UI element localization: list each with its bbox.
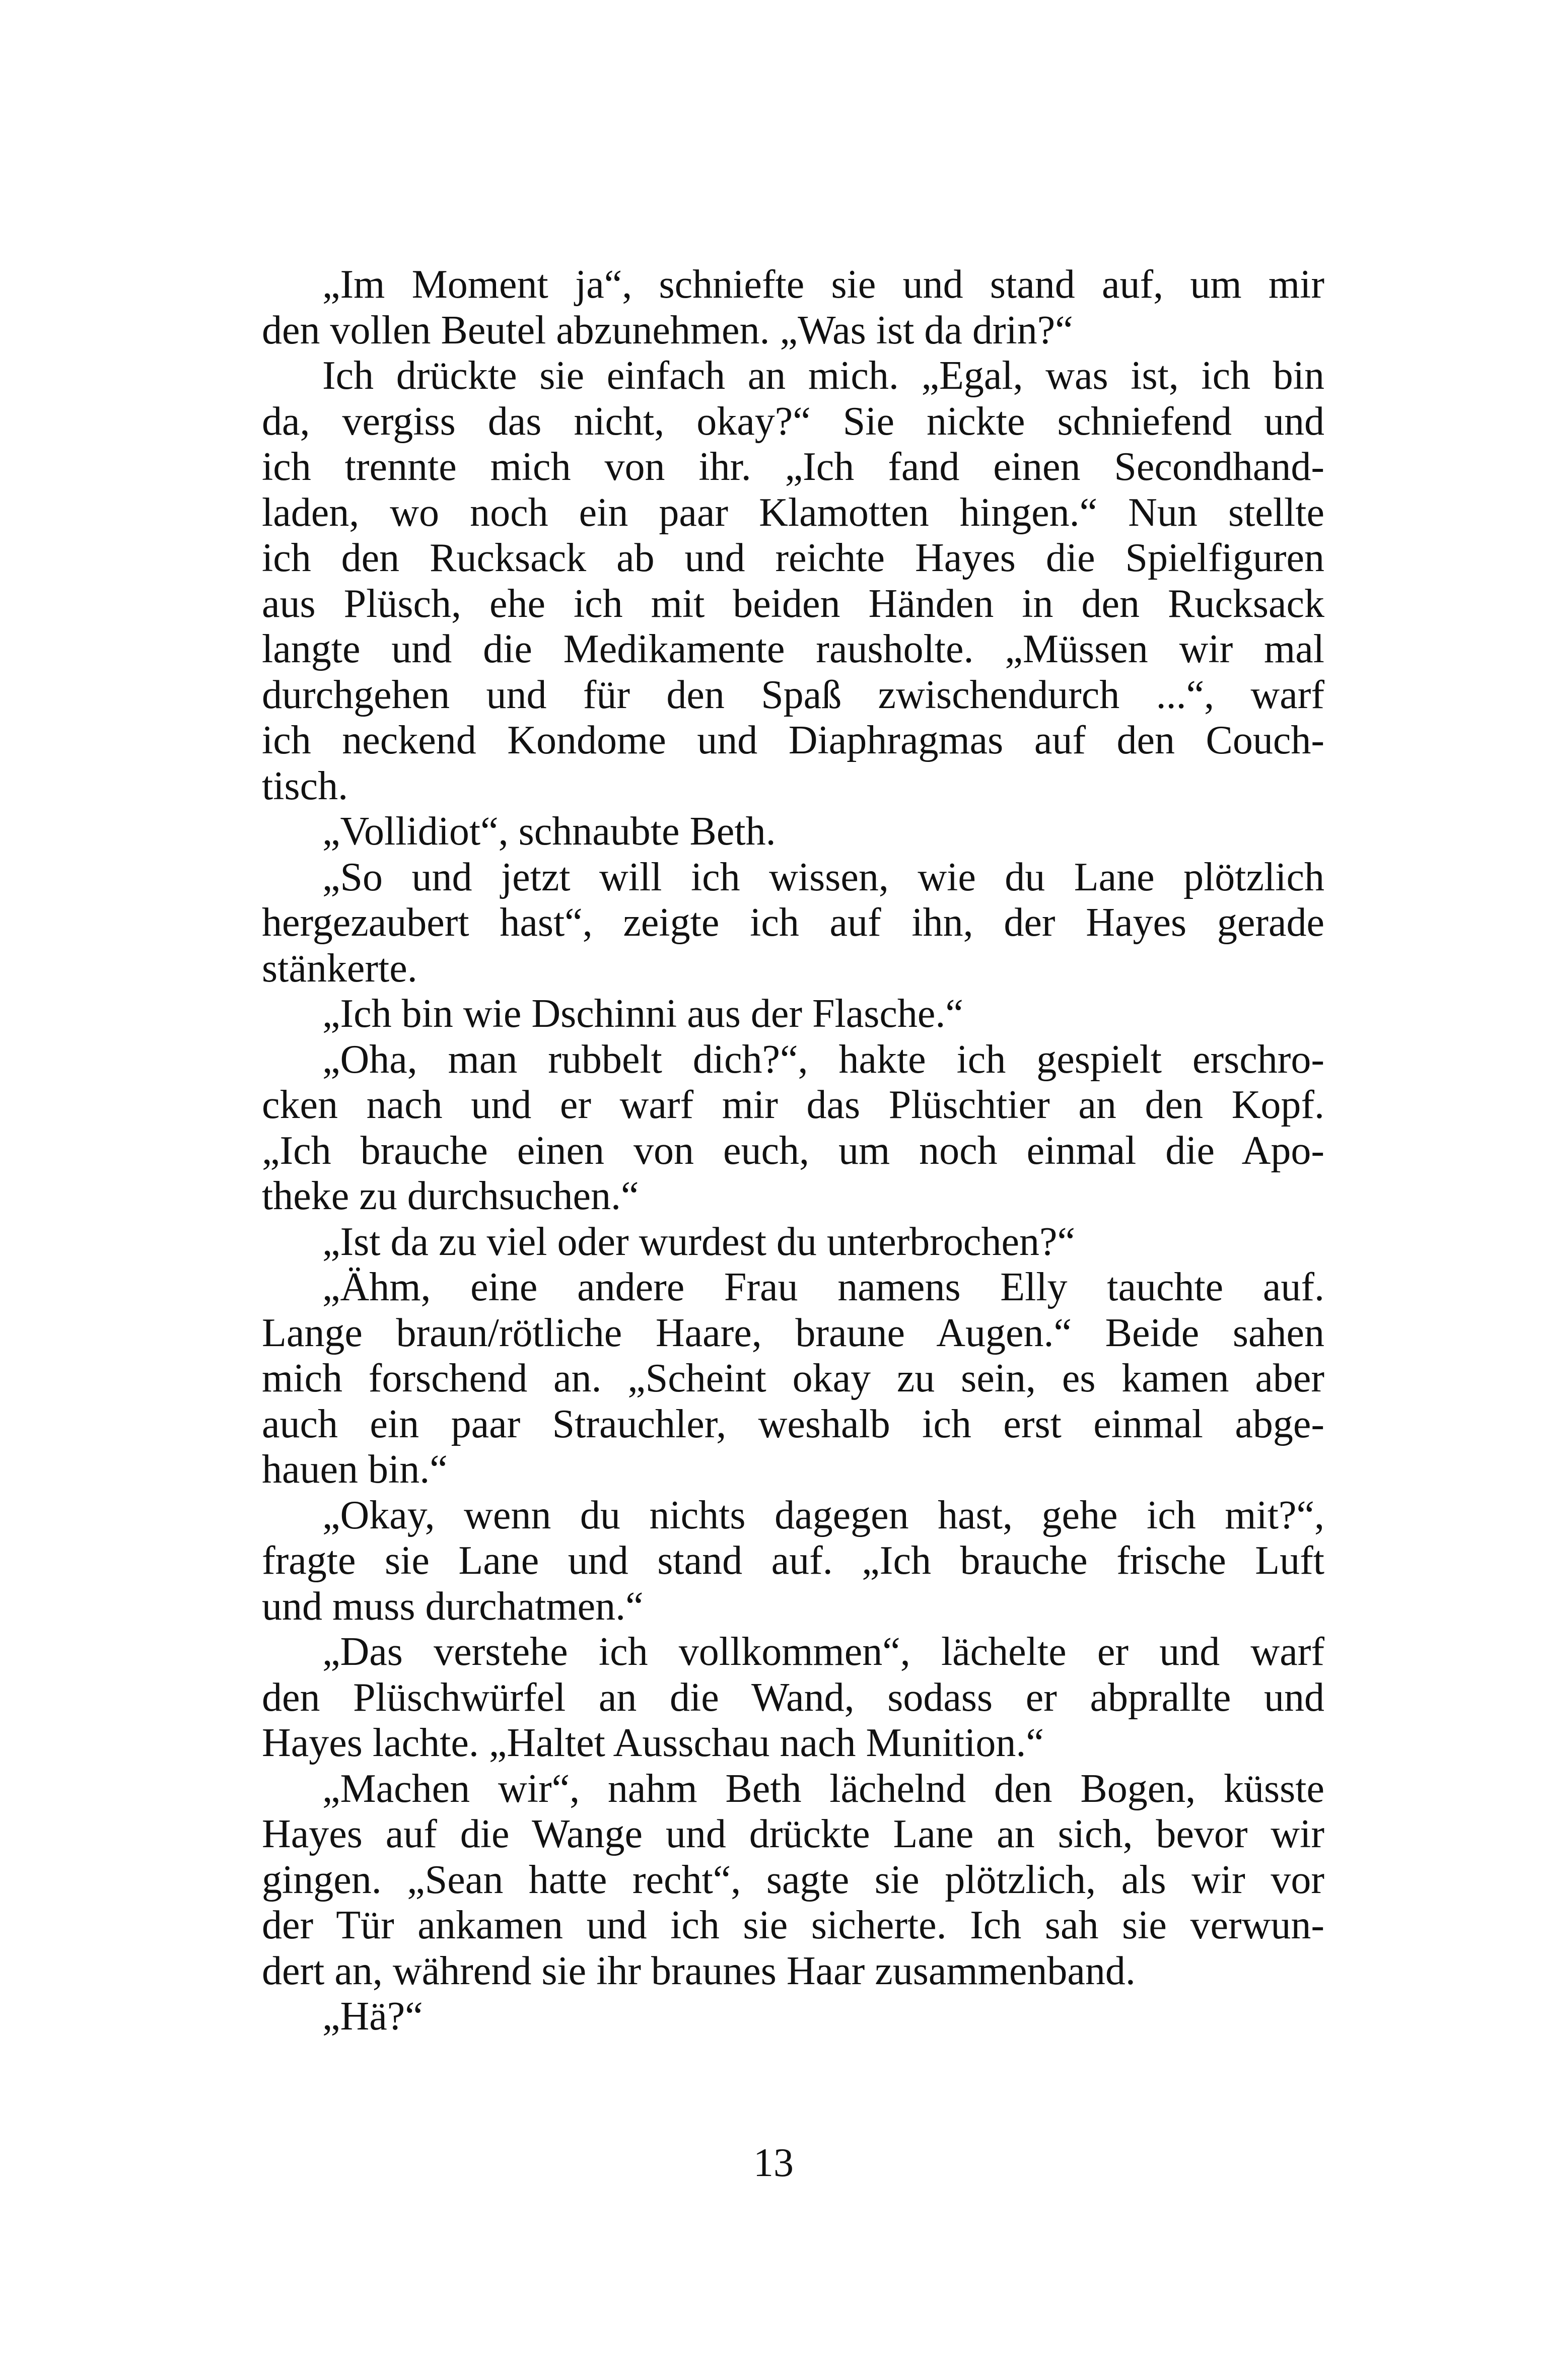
- text-line: fragte sie Lane und stand auf. „Ich brauche frische Luft: [262, 1538, 1324, 1583]
- text-line: „Oha, man rubbelt dich?“, hakte ich gespielt erschro-: [322, 1037, 1324, 1082]
- text-line: Ich drückte sie einfach an mich. „Egal, was ist, ich bin: [322, 354, 1324, 398]
- text-line: und muss durchatmen.“: [262, 1584, 644, 1629]
- page-number: 13: [753, 2141, 794, 2185]
- text-line: „Ich brauche einen von euch, um noch einmal die Apo-: [262, 1128, 1324, 1173]
- text-line: hauen bin.“: [262, 1447, 448, 1492]
- text-line: da, vergiss das nicht, okay?“ Sie nickte schniefend und: [262, 399, 1324, 444]
- text-line: cken nach und er warf mir das Plüschtier an den Kopf.: [262, 1083, 1324, 1127]
- text-line: „Hä?“: [322, 1994, 423, 2039]
- text-line: tisch.: [262, 763, 348, 808]
- text-line: „Im Moment ja“, schniefte sie und stand auf, um mir: [322, 262, 1324, 307]
- text-line: aus Plüsch, ehe ich mit beiden Händen in den Rucksack: [262, 581, 1324, 626]
- text-line: dert an, während sie ihr braunes Haar zusammenband.: [262, 1948, 1136, 1993]
- text-line: ich neckend Kondome und Diaphragmas auf den Couch-: [262, 718, 1324, 762]
- text-line: „Das verstehe ich vollkommen“, lächelte er und warf: [322, 1630, 1324, 1674]
- text-line: Hayes lachte. „Haltet Ausschau nach Munition.“: [262, 1721, 1044, 1765]
- body-text: [262, 262, 1324, 2040]
- text-line: „Okay, wenn du nichts dagegen hast, gehe ich mit?“,: [322, 1493, 1324, 1537]
- text-line: gingen. „Sean hatte recht“, sagte sie plötzlich, als wir vor: [262, 1857, 1324, 1902]
- text-line: durchgehen und für den Spaß zwischendurch ...“, warf: [262, 672, 1324, 717]
- text-line: den vollen Beutel abzunehmen. „Was ist da drin?“: [262, 308, 1073, 353]
- text-line: Hayes auf die Wange und drückte Lane an sich, bevor wir: [262, 1812, 1324, 1856]
- text-line: langte und die Medikamente rausholte. „Müssen wir mal: [262, 627, 1324, 671]
- text-line: mich forschend an. „Scheint okay zu sein, es kamen aber: [262, 1356, 1324, 1401]
- text-line: der Tür ankamen und ich sie sicherte. Ich sah sie verwun-: [262, 1903, 1324, 1947]
- text-line: „Ich bin wie Dschinni aus der Flasche.“: [322, 992, 963, 1036]
- text-line: theke zu durchsuchen.“: [262, 1174, 639, 1218]
- text-line: „Vollidiot“, schnaubte Beth.: [322, 809, 776, 854]
- text-line: laden, wo noch ein paar Klamotten hingen.“ Nun stellte: [262, 490, 1324, 535]
- text-line: „So und jetzt will ich wissen, wie du Lane plötzlich: [322, 855, 1324, 899]
- text-line: „Machen wir“, nahm Beth lächelnd den Bogen, küsste: [322, 1766, 1324, 1811]
- text-line: ich den Rucksack ab und reichte Hayes die Spielfiguren: [262, 536, 1324, 580]
- text-line: ich trennte mich von ihr. „Ich fand einen Secondhand-: [262, 445, 1324, 489]
- text-line: „Ähm, eine andere Frau namens Elly tauchte auf.: [322, 1265, 1324, 1309]
- text-line: „Ist da zu viel oder wurdest du unterbrochen?“: [322, 1219, 1075, 1264]
- text-line: auch ein paar Strauchler, weshalb ich erst einmal abge-: [262, 1402, 1324, 1446]
- text-line: hergezaubert hast“, zeigte ich auf ihn, der Hayes gerade: [262, 900, 1324, 945]
- text-line: Lange braun/rötliche Haare, braune Augen.“ Beide sahen: [262, 1310, 1324, 1355]
- text-line: stänkerte.: [262, 946, 417, 991]
- text-line: den Plüschwürfel an die Wand, sodass er abprallte und: [262, 1675, 1324, 1720]
